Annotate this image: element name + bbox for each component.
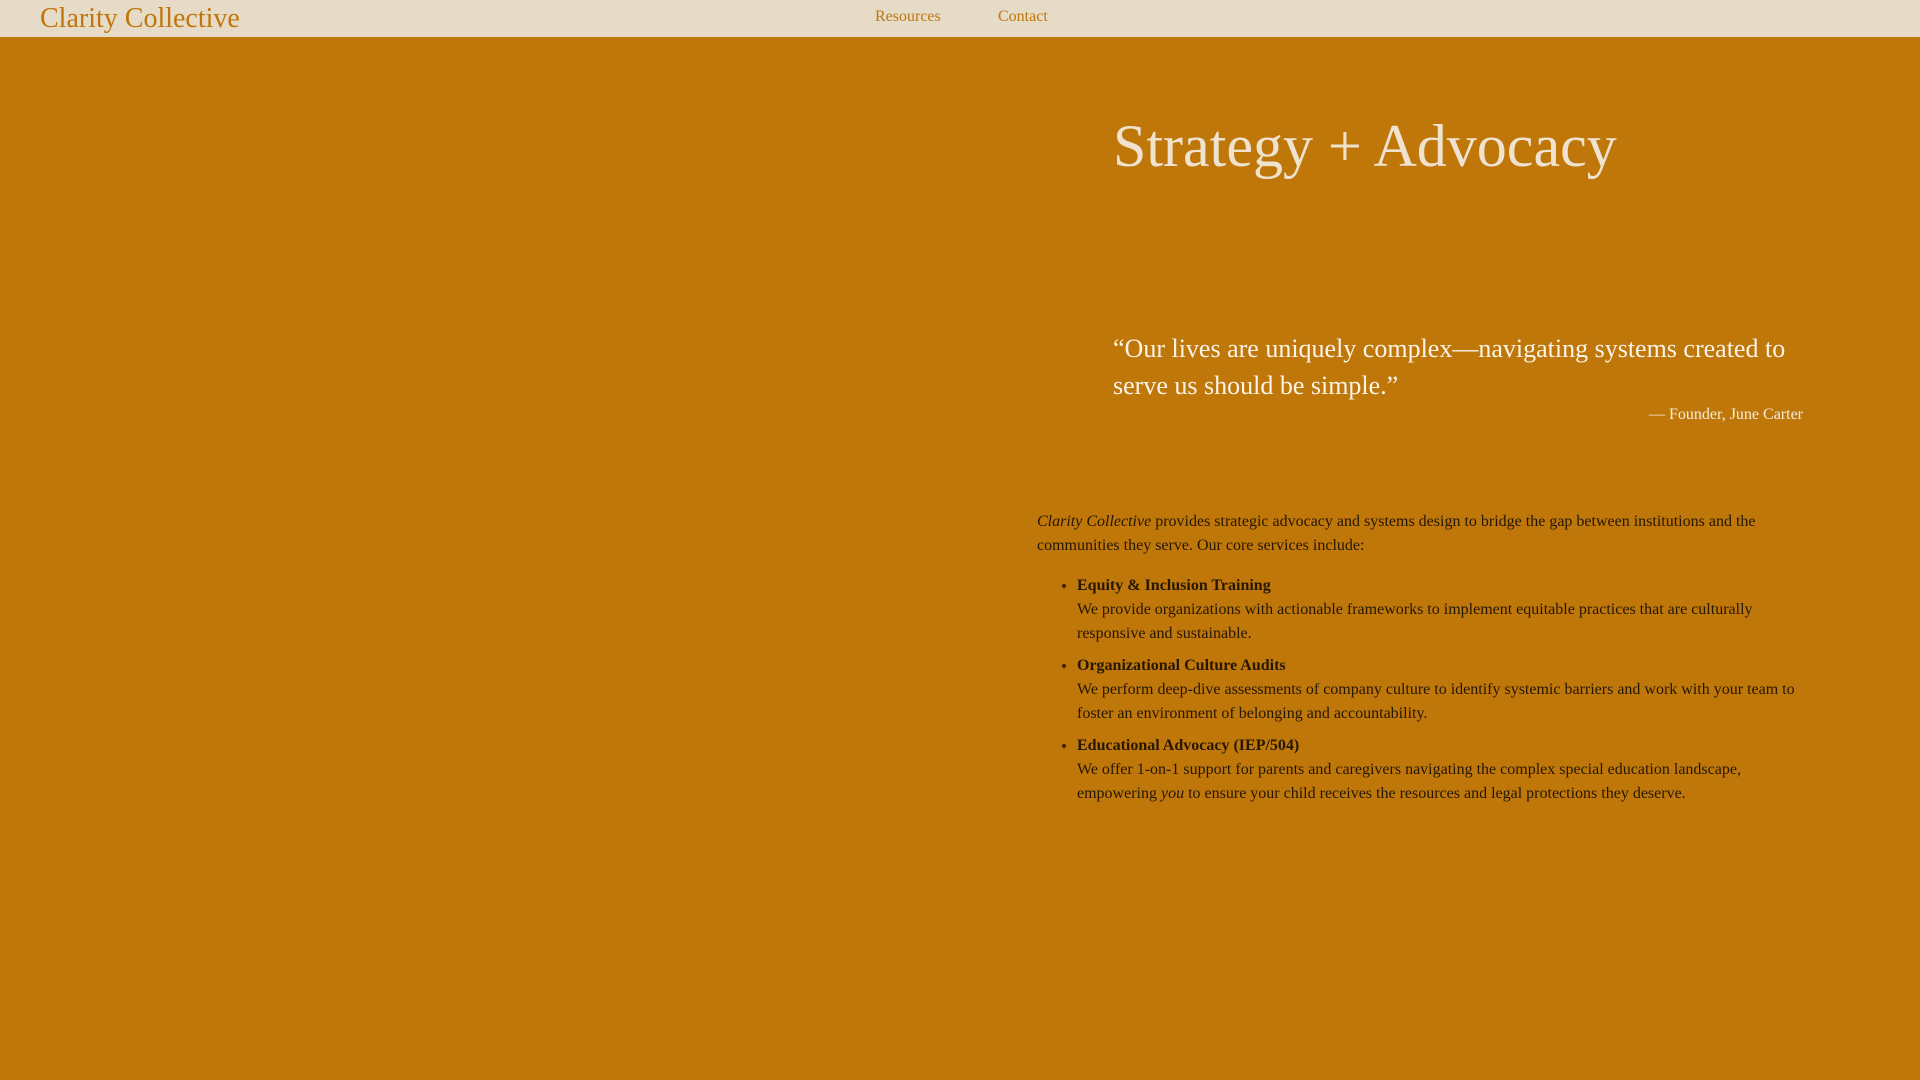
list-item [1077,654,1807,726]
services-section [1037,510,1807,814]
quote-attribution: — Founder, June Carter [1649,406,1803,423]
top-nav [0,0,1920,37]
brand-name: Clarity Collective [1037,513,1152,530]
intro-paragraph [1037,510,1807,558]
service-title: Organizational Culture Audits [1077,657,1286,674]
services-list [1037,574,1807,806]
logo-link[interactable]: Clarity Collective [40,3,240,34]
list-item [1077,574,1807,646]
service-description: We offer 1-on-1 support for parents and caregivers navigating the complex special education landscape, empowering you to ensure your child receives the resources and legal protections they deserve. [1077,761,1741,802]
service-description: We provide organizations with actionable frameworks to implement equitable practices that are culturally responsive and sustainable. [1077,601,1753,642]
service-description: We perform deep-dive assessments of company culture to identify systemic barriers and work with your team to foster an environment of belonging and accountability. [1077,681,1795,722]
service-title: Equity & Inclusion Training [1077,577,1271,594]
intro-text: provides strategic advocacy and systems design to bridge the gap between institutions and the communities they serve. Our core services include: [1037,513,1756,554]
nav-link-contact[interactable]: Contact [998,8,1048,25]
page-title: Strategy + Advocacy [1113,113,1617,179]
founder-quote: “Our lives are uniquely complex—navigating systems created to serve us should be simple.” [1113,334,1786,400]
nav-link-resources[interactable]: Resources [875,8,941,25]
service-title: Educational Advocacy (IEP/504) [1077,737,1300,754]
list-item [1077,734,1807,806]
